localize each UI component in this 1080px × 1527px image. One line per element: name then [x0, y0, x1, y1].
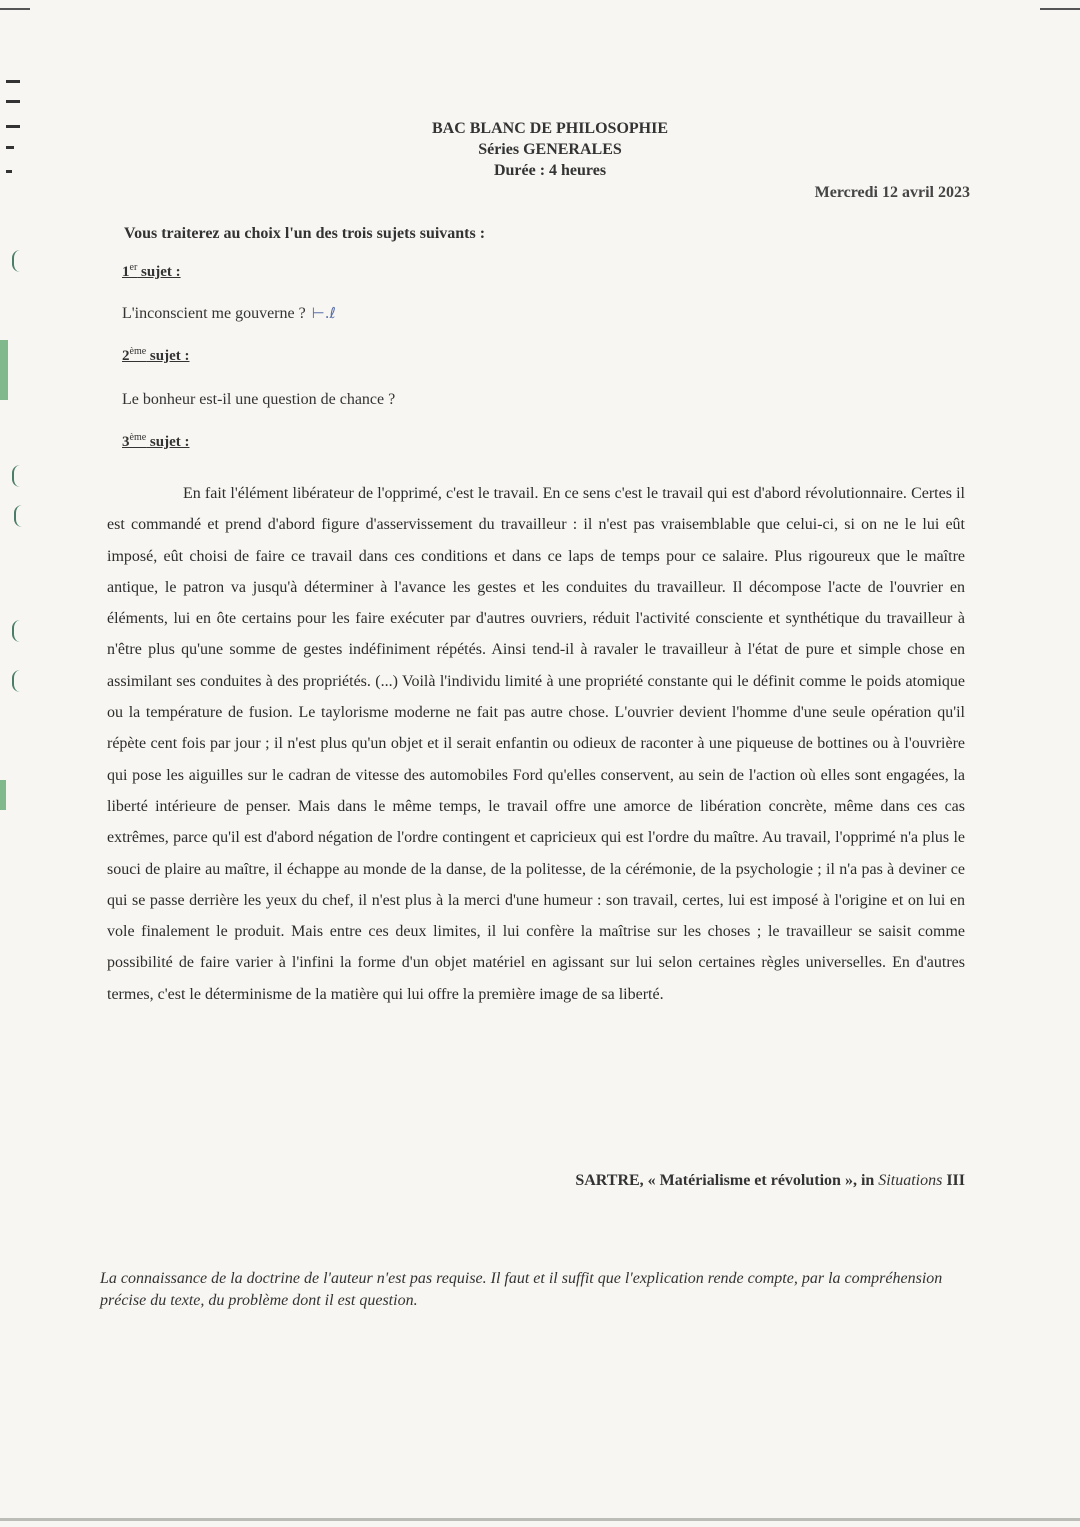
sujet-2-question: Le bonheur est-il une question de chance ? [122, 391, 396, 408]
sujet-ordinal: ème [129, 346, 147, 357]
margin-highlight [0, 780, 6, 810]
margin-highlight [0, 340, 8, 370]
sujet-ordinal: er [129, 262, 138, 273]
sujet-3-label [122, 432, 189, 451]
exam-header [0, 118, 1080, 181]
source-work: Situations [878, 1172, 943, 1189]
sujet-label-text: sujet : [137, 264, 181, 280]
binder-margin-marks [0, 70, 40, 830]
page-edge-shadow [0, 1518, 1080, 1521]
sujet-1-label [122, 262, 181, 281]
sujet-label-text: sujet : [146, 348, 190, 364]
sujet-number: 2 [122, 348, 130, 364]
sujet-1-question [122, 304, 336, 323]
exam-series: Séries GENERALES [478, 141, 622, 158]
sujet-2-label [122, 346, 189, 365]
margin-mark [6, 100, 20, 103]
handwritten-annotation: ⊢.ℓ [311, 304, 336, 322]
margin-mark [12, 465, 22, 487]
source-citation [575, 1172, 965, 1190]
sujet-label-text: sujet : [146, 434, 190, 450]
margin-mark [12, 250, 22, 272]
page-edge-mark [1040, 8, 1080, 10]
sujet-number: 1 [122, 264, 130, 280]
exam-date: Mercredi 12 avril 2023 [814, 184, 970, 201]
excerpt-text: En fait l'élément libérateur de l'opprimé, c'est le travail. En ce sens c'est le travail qui est d'abord révolutionnaire. Certes il est commandé et prend d'abord figure d'asservissement du travailleur : il n'est pas vraisemblable que celui-ci, si on ne le lui eût imposé, eût choisi de faire ce travail dans ces conditions et dans ce laps de temps pour ce salaire. Plus rigoureux que le maître antique, le patron va jusqu'à déterminer à l'avance les gestes et les conduites du travailleur. Il décompose l'acte de l'ouvrier en éléments, lui en ôte certains pour les faire exécuter par d'autres ouvriers, réduit l'activité consciente et synthétique du travailleur à n'être plus qu'une somme de gestes indéfiniment répétés. Ainsi tend-il à ravaler le travailleur à l'état de pure et simple chose en assimilant ses conduites à des propriétés. (...) Voilà l'individu limité à une propriété constante qui le définit comme le poids atomique ou la température de fusion. Le taylorisme moderne ne fait pas autre chose. L'ouvrier devient l'homme d'une seule opération qu'il répète cent fois par jour ; il n'est plus qu'un objet et il serait enfantin ou odieux de raconter à une piqueuse de bottines ou à l'ouvrière qui pose les aiguilles sur le cadran de vitesse des automobiles Ford qu'elles conservent, au sein de l'action où elles sont engagées, la liberté intérieure de penser. Mais dans le même temps, le travail offre une amorce de libération concrète, même dans ces cas extrêmes, parce qu'il est d'abord négation de l'ordre contingent et capricieux qui est l'ordre du maître. Au travail, l'opprimé n'a plus le souci de plaire au maître, il échappe au monde de la danse, de la politesse, de la cérémonie, de la psychologie ; il n'a pas à deviner ce qui se passe derrière les yeux du chef, il n'est plus à la merci d'une humeur : son travail, certes, lui est imposé à l'origine et on lui en vole finalement le produit. Mais entre ces deux limites, il lui confère la maîtrise sur les choses ; le travailleur se saisit comme possibilité de faire varier à l'infini la forme d'un objet matériel en agissant sur lui selon certaines règles universelles. En d'autres termes, c'est le déterminisme de la matière qui lui offre la première image de sa liberté. [107, 485, 965, 1003]
exam-title: BAC BLANC DE PHILOSOPHIE [431, 120, 669, 137]
margin-mark [12, 620, 22, 642]
source-author-title: SARTRE, « Matérialisme et révolution », in [575, 1172, 879, 1189]
margin-mark [6, 80, 20, 83]
text-excerpt [107, 478, 965, 1010]
source-volume: III [942, 1172, 965, 1189]
page-edge-mark [0, 8, 30, 10]
margin-mark [12, 670, 22, 692]
sujet-ordinal: ème [129, 432, 147, 443]
sujet-number: 3 [122, 434, 130, 450]
instruction: Vous traiterez au choix l'un des trois sujets suivants : [124, 225, 486, 242]
exam-duration: Durée : 4 heures [493, 162, 607, 179]
margin-highlight [0, 370, 8, 400]
exam-note: La connaissance de la doctrine de l'auteur n'est pas requise. Il faut et il suffit que l'explication rende compte, par la compréhension précise du texte, du problème dont il est question. [100, 1270, 943, 1309]
margin-mark [14, 505, 24, 527]
question-text: L'inconscient me gouverne ? [122, 305, 306, 322]
